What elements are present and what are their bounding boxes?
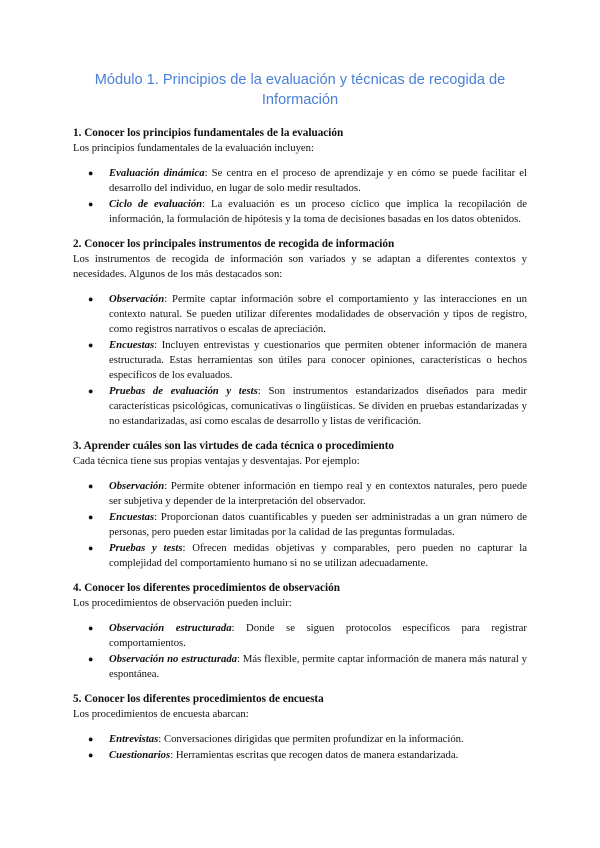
section-intro: Los procedimientos de observación pueden incluir:: [73, 597, 292, 609]
section-intro: Los principios fundamentales de la evaluación incluyen:: [73, 142, 314, 154]
section-heading: 5. Conocer los diferentes procedimientos de encuesta: [73, 693, 324, 705]
list-item: [88, 748, 527, 763]
item-term: Observación: [109, 480, 165, 492]
section-heading: 3. Aprender cuáles son las virtudes de cada técnica o procedimiento: [73, 440, 395, 452]
bullet-icon: ●: [88, 512, 94, 522]
list-item: [88, 621, 527, 651]
item-term: Observación estructurada: [109, 622, 232, 634]
bullet-icon: ●: [88, 386, 94, 396]
list-item: [88, 166, 527, 196]
list-item: [88, 510, 527, 540]
item-term: Evaluación dinámica: [109, 167, 205, 179]
item-term: Encuestas: [109, 339, 155, 351]
bullet-icon: ●: [88, 168, 94, 178]
bullet-icon: ●: [88, 750, 94, 760]
bullet-icon: ●: [88, 734, 94, 744]
section-4: [73, 581, 527, 682]
bullet-list: [73, 166, 527, 227]
item-term: Ciclo de evaluación: [109, 198, 203, 210]
sections-container: [73, 126, 527, 763]
bullet-icon: ●: [88, 199, 94, 209]
section-3: [73, 439, 527, 571]
bullet-icon: ●: [88, 340, 94, 350]
item-term: Encuestas: [109, 511, 155, 523]
bullet-list: [73, 621, 527, 682]
list-item: [88, 197, 527, 227]
item-text: : Donde se siguen protocolos específicos para registrar comportamientos.: [109, 622, 527, 649]
list-item: [88, 292, 527, 337]
item-text: : Permite captar información sobre el comportamiento y las interacciones en un contexto natural. Se pueden utilizar diferentes modalidades de observación y tipos de registro, como registros narrativos o escalas de apreciación.: [109, 293, 527, 335]
bullet-icon: ●: [88, 623, 94, 633]
section-heading: 1. Conocer los principios fundamentales de la evaluación: [73, 127, 344, 139]
section-intro: Los instrumentos de recogida de información son variados y se adaptan a diferentes contextos y necesidades. Algunos de los más destacados son:: [73, 253, 527, 280]
list-item: [88, 541, 527, 571]
list-item: [88, 732, 527, 747]
section-5: [73, 692, 527, 763]
item-text: : Más flexible, permite captar información de manera más natural y espontánea.: [109, 653, 527, 680]
bullet-icon: ●: [88, 481, 94, 491]
list-item: [88, 479, 527, 509]
item-text: : Ofrecen medidas objetivas y comparables, pero pueden no capturar la complejidad del comportamiento humano si no se utilizan adecuadamente.: [109, 542, 527, 569]
list-item: [88, 384, 527, 429]
section-1: [73, 126, 527, 227]
section-heading: 4. Conocer los diferentes procedimientos de observación: [73, 582, 340, 594]
bullet-list: [73, 292, 527, 429]
bullet-icon: ●: [88, 294, 94, 304]
item-text: : La evaluación es un proceso cíclico que implica la recopilación de información, la formulación de hipótesis y la toma de decisiones basadas en los datos obtenidos.: [109, 198, 527, 225]
item-term: Pruebas y tests: [109, 542, 183, 554]
item-term: Observación: [109, 293, 165, 305]
item-text: : Incluyen entrevistas y cuestionarios que permiten obtener información de manera estructurada. Estas herramientas son útiles para conocer opiniones, características o hechos específicos de los evaluados.: [109, 339, 527, 381]
section-intro: Cada técnica tiene sus propias ventajas y desventajas. Por ejemplo:: [73, 455, 360, 467]
item-term: Cuestionarios: [109, 749, 171, 761]
bullet-icon: ●: [88, 654, 94, 664]
item-text: : Proporcionan datos cuantificables y pueden ser administradas a un gran número de personas, pero pueden estar limitadas por la calidad de las preguntas formuladas.: [109, 511, 527, 538]
section-heading: 2. Conocer los principales instrumentos de recogida de información: [73, 238, 395, 250]
list-item: [88, 338, 527, 383]
item-term: Pruebas de evaluación y tests: [109, 385, 258, 397]
bullet-list: [73, 732, 527, 763]
item-text: : Conversaciones dirigidas que permiten profundizar en la información.: [158, 733, 464, 745]
item-text: : Se centra en el proceso de aprendizaje y en cómo se puede facilitar el desarrollo del individuo, en lugar de solo medir resultados.: [109, 167, 527, 194]
item-text: : Son instrumentos estandarizados diseñados para medir características psicológicas, comunicativas o lingüísticas. Se dividen en pruebas estandarizadas y no estandarizadas, así como escalas de desarrollo y listas de verificación.: [109, 385, 527, 427]
bullet-icon: ●: [88, 543, 94, 553]
bullet-list: [73, 479, 527, 571]
item-text: : Herramientas escritas que recogen datos de manera estandarizada.: [170, 749, 459, 761]
section-2: [73, 237, 527, 429]
item-text: : Permite obtener información en tiempo real y en contextos naturales, pero puede ser subjetiva y depender de la interpretación del observador.: [109, 480, 527, 507]
item-term: Observación no estructurada: [109, 653, 238, 665]
section-intro: Los procedimientos de encuesta abarcan:: [73, 708, 249, 720]
item-term: Entrevistas: [109, 733, 159, 745]
page-title: Módulo 1. Principios de la evaluación y técnicas de recogida de Información: [94, 72, 506, 108]
list-item: [88, 652, 527, 682]
